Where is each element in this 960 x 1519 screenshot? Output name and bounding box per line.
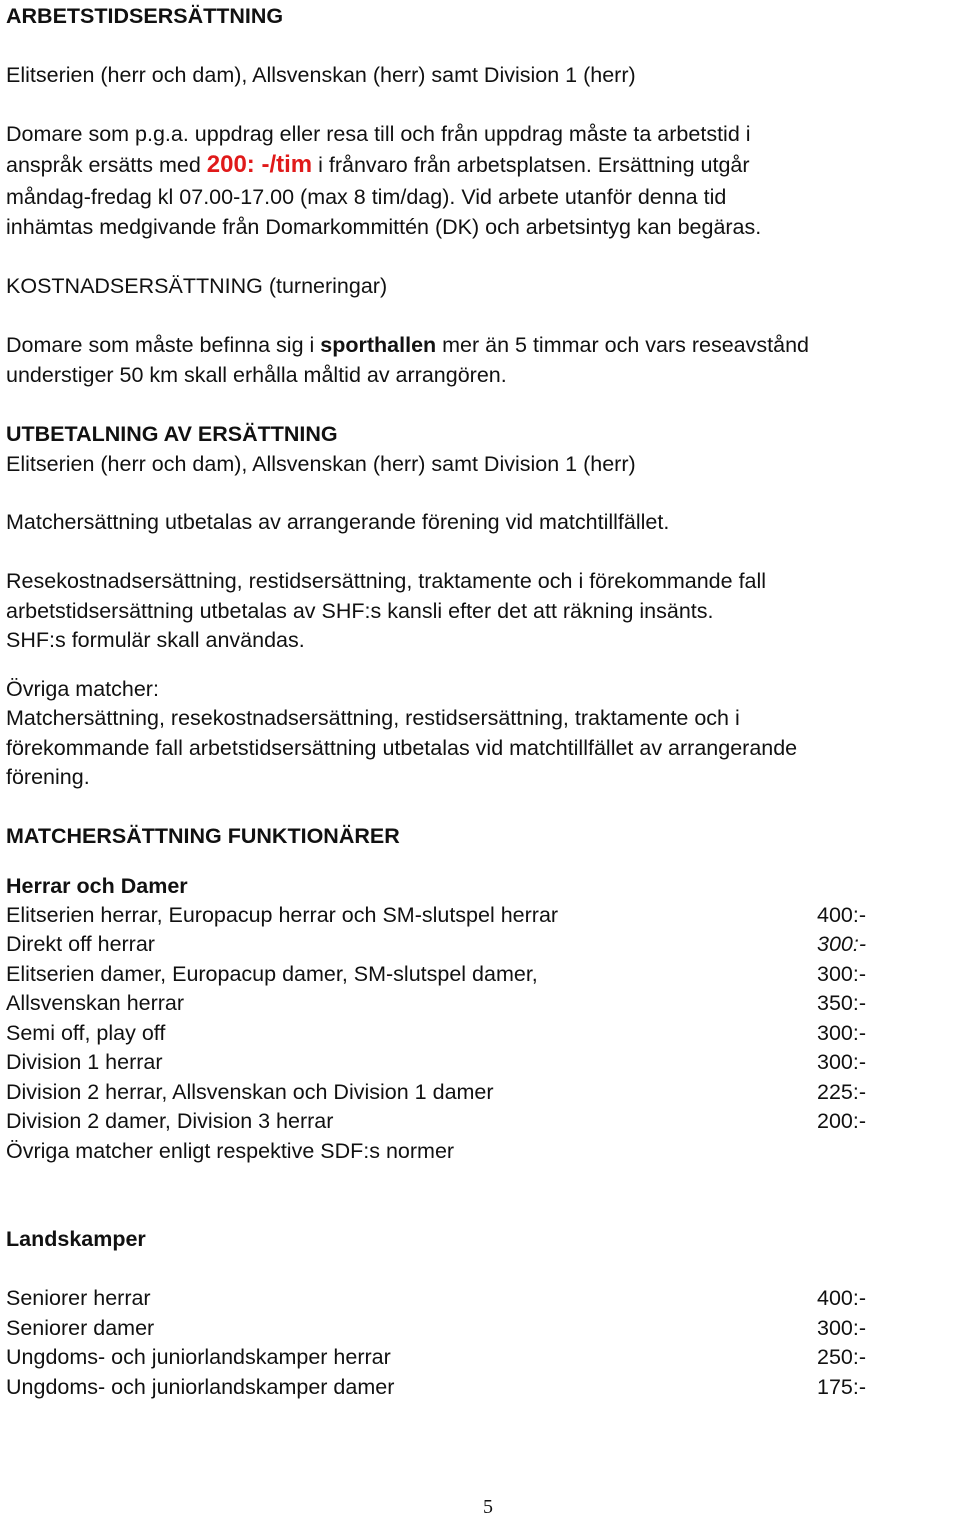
- heading-kostnadsersattning: [6, 276, 387, 298]
- subtitle-divisions: Elitserien (herr och dam), Allsvenskan (herr) samt Division 1 (herr): [6, 452, 636, 476]
- page-number: 5: [483, 1496, 493, 1518]
- table-row-label: Ungdoms- och juniorlandskamper herrar: [6, 1345, 391, 1369]
- subheading-herrar-damer: Herrar och Damer: [6, 874, 188, 898]
- text-fragment: Vid arbete utanför denna tid: [461, 185, 727, 209]
- paragraph-line: SHF:s formulär skall användas.: [6, 628, 305, 652]
- paragraph-line: Resekostnadsersättning, restidsersättning, traktamente och i förekommande fall: [6, 569, 767, 593]
- table-row-amount: 300:-: [817, 1050, 867, 1074]
- table-row-amount: 300:-: [817, 932, 867, 956]
- table-row-amount: 225:-: [817, 1080, 867, 1104]
- hourly-rate: 200: -/tim: [206, 151, 313, 178]
- heading-text: KOSTNADSERSÄTTNING: [6, 274, 263, 298]
- heading-landskamper: Landskamper: [6, 1227, 146, 1251]
- paragraph-line: inhämtas medgivande från Domarkommittén (DK) och arbetsintyg kan begäras.: [6, 215, 762, 239]
- paragraph-line: förening.: [6, 765, 90, 789]
- text-fragment: Ersättning utgår: [597, 153, 750, 177]
- text-fragment: mer än 5 timmar och vars reseavstånd: [436, 333, 809, 357]
- paragraph-line: [6, 335, 809, 357]
- table-row-label: Division 1 herrar: [6, 1050, 163, 1074]
- heading-suffix: (turneringar): [262, 274, 388, 298]
- table-row-label: Direkt off herrar: [6, 932, 155, 956]
- paragraph-line: [6, 153, 750, 177]
- heading-matchersattning: MATCHERSÄTTNING FUNKTIONÄRER: [6, 824, 400, 848]
- table-row-amount: 300:-: [817, 1021, 867, 1045]
- table-row-label: Division 2 herrar, Allsvenskan och Division 1 damer: [6, 1080, 494, 1104]
- table-row-label: Semi off, play off: [6, 1021, 166, 1045]
- text-fragment: måndag-fredag kl 07.00-17.00 (max 8 tim/dag).: [6, 185, 462, 209]
- table-row-amount: 400:-: [817, 903, 867, 927]
- paragraph-line: understiger 50 km skall erhålla måltid av arrangören.: [6, 363, 507, 387]
- subtitle-divisions: Elitserien (herr och dam), Allsvenskan (herr) samt Division 1 (herr): [6, 63, 636, 87]
- table-row-label: Allsvenskan herrar: [6, 991, 185, 1015]
- table-row-amount: 350:-: [817, 991, 867, 1015]
- paragraph-line: Matchersättning utbetalas av arrangerande förening vid matchtillfället.: [6, 510, 670, 534]
- table-row-amount: 200:-: [817, 1109, 867, 1133]
- table-row-amount: 300:-: [817, 1316, 867, 1340]
- table-row-label: Seniorer damer: [6, 1316, 155, 1340]
- text-fragment: anspråk ersätts med: [6, 153, 207, 177]
- table-row-label: Ungdoms- och juniorlandskamper damer: [6, 1375, 395, 1399]
- paragraph-line: [6, 187, 726, 209]
- table-row-label: Division 2 damer, Division 3 herrar: [6, 1109, 334, 1133]
- text-fragment: Domare som måste befinna sig i: [6, 333, 321, 357]
- paragraph-line: Matchersättning, resekostnadsersättning, restidsersättning, traktamente och i: [6, 706, 740, 730]
- paragraph-line: Domare som p.g.a. uppdrag eller resa till och från uppdrag måste ta arbetstid i: [6, 122, 751, 146]
- table-row-label: Elitserien damer, Europacup damer, SM-slutspel damer,: [6, 962, 538, 986]
- table-row-amount: 400:-: [817, 1286, 867, 1310]
- table-row-amount: 175:-: [817, 1375, 867, 1399]
- table-row-label: Elitserien herrar, Europacup herrar och SM-slutspel herrar: [6, 903, 559, 927]
- table-row-label: Seniorer herrar: [6, 1286, 151, 1310]
- paragraph-line: Övriga matcher:: [6, 677, 159, 701]
- table-row-amount: 250:-: [817, 1345, 867, 1369]
- emphasis-sporthallen: sporthallen: [320, 333, 437, 357]
- paragraph-line: arbetstidsersättning utbetalas av SHF:s kansli efter det att räkning insänts.: [6, 599, 714, 623]
- heading-utbetalning: UTBETALNING AV ERSÄTTNING: [6, 422, 338, 446]
- paragraph-line: förekommande fall arbetstidsersättning utbetalas vid matchtillfället av arrangerande: [6, 736, 798, 760]
- table-row-label: Övriga matcher enligt respektive SDF:s normer: [6, 1139, 455, 1163]
- table-row-amount: 300:-: [817, 962, 867, 986]
- heading-arbetstidsersattning: ARBETSTIDSERSÄTTNING: [6, 4, 284, 28]
- text-fragment: i frånvaro från arbetsplatsen.: [312, 153, 598, 177]
